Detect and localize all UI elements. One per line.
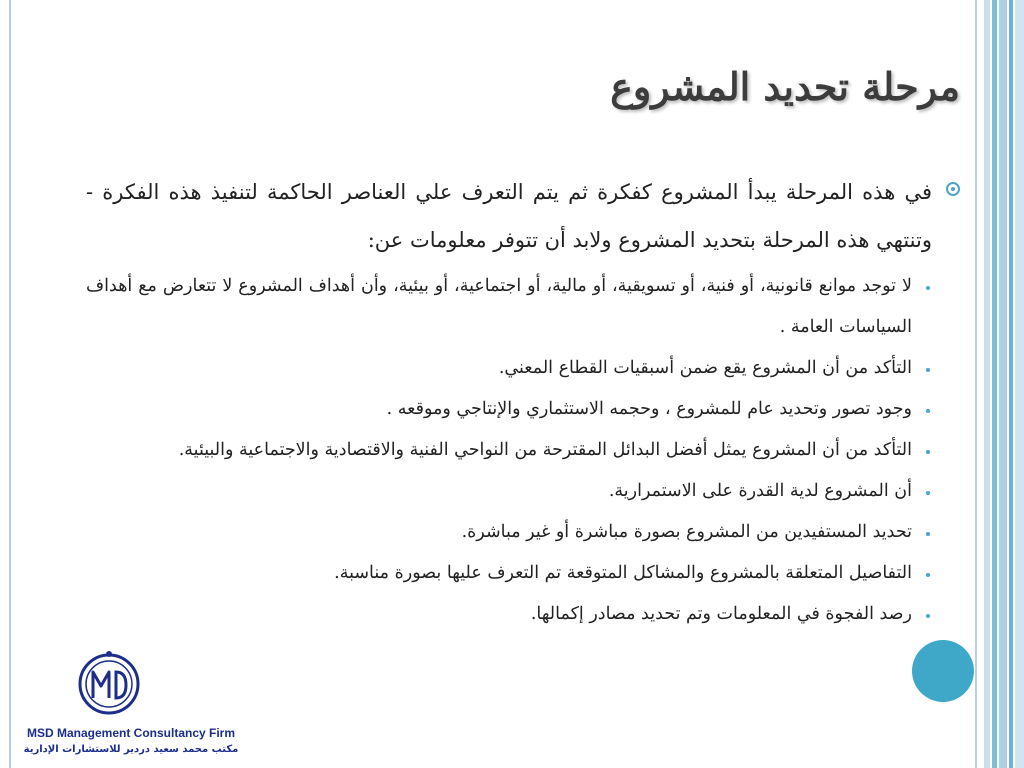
list-item-text: لا توجد موانع قانونية، أو فنية، أو تسويقية، أو مالية، أو اجتماعية، أو بيئية، وأن أهداف المشروع لا تتعارض مع أهداف السياسات العامة .	[86, 276, 912, 337]
list-item-text: التفاصيل المتعلقة بالمشروع والمشاكل المتوقعة تم التعرف عليها بصورة مناسبة.	[334, 563, 912, 583]
lead-text: في هذه المرحلة يبدأ المشروع كفكرة ثم يتم التعرف علي العناصر الحاكمة لتنفيذ هذه الفكرة - وتنتهي هذه المرحلة بتحديد المشروع ولابد أن تتوفر معلومات عن:	[86, 180, 932, 252]
list-item-text: وجود تصور وتحديد عام للمشروع ، وحجمه الاستثماري والإنتاجي وموقعه .	[386, 399, 912, 419]
list-item	[86, 471, 932, 512]
list-item-text: التأكد من أن المشروع يمثل أفضل البدائل المقترحة من النواحي الفنية والاقتصادية والاجتماعية والبيئية.	[178, 440, 912, 460]
list-item-text: رصد الفجوة في المعلومات وتم تحديد مصادر إكمالها.	[530, 604, 912, 624]
list-item	[86, 512, 932, 553]
bullet-dot-icon	[926, 409, 930, 413]
right-frame-line	[975, 0, 977, 768]
bullet-dot-icon	[926, 286, 930, 290]
list-item	[86, 553, 932, 594]
slide-content	[86, 168, 932, 635]
slide-title: مرحلة تحديد المشروع	[610, 64, 960, 109]
list-item-text: التأكد من أن المشروع يقع ضمن أسبقيات القطاع المعني.	[498, 358, 912, 378]
lead-paragraph	[86, 168, 932, 264]
company-logo	[6, 650, 256, 760]
list-item-text: أن المشروع لدية القدرة على الاستمرارية.	[608, 481, 912, 501]
company-name-en: MSD Management Consultancy Firm	[26, 726, 236, 740]
bullet-dot-icon	[926, 450, 930, 454]
decorative-circle	[912, 640, 974, 702]
list-item	[86, 266, 932, 348]
msd-logo-icon	[76, 650, 142, 716]
bullet-list	[86, 266, 932, 635]
bullet-dot-icon	[926, 368, 930, 372]
list-item	[86, 389, 932, 430]
bullet-dot-icon	[926, 532, 930, 536]
bullet-dot-icon	[926, 614, 930, 618]
list-item	[86, 594, 932, 635]
bullet-dot-icon	[926, 573, 930, 577]
company-name-ar: مكتب محمد سعيد دردير للاستشارات الإدارية	[23, 744, 239, 755]
list-item-text: تحديد المستفيدين من المشروع بصورة مباشرة أو غير مباشرة.	[461, 522, 912, 542]
list-item	[86, 430, 932, 471]
right-decorative-bars	[980, 0, 1024, 768]
circle-bullet-icon	[946, 182, 960, 196]
bullet-dot-icon	[926, 491, 930, 495]
list-item	[86, 348, 932, 389]
